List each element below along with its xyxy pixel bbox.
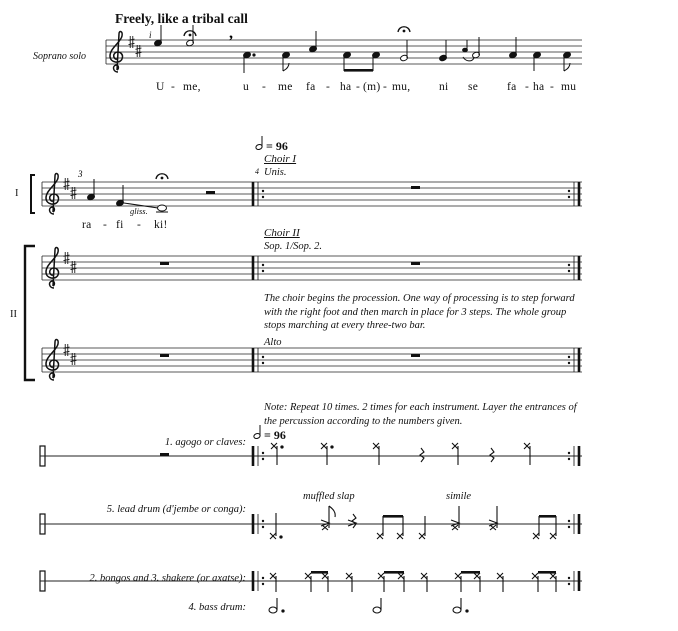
tempo-marking: Freely, like a tribal call <box>115 11 248 26</box>
svg-text:,: , <box>229 25 233 42</box>
percussion-metronome: = 96 <box>264 428 286 442</box>
percussion-clefs <box>40 446 45 591</box>
measure-number: 4 <box>255 167 259 176</box>
metronome-marking: = 96 <box>266 139 288 153</box>
choir2-sop-staff <box>42 256 582 280</box>
lyric-syllable: me <box>278 81 293 93</box>
lyric-syllable: - <box>356 81 361 93</box>
gliss-label: gliss. <box>130 206 148 216</box>
choir2-roman-label: II <box>10 309 17 320</box>
lyric-syllable: - <box>326 81 331 93</box>
lyric-syllable: - <box>262 81 267 93</box>
choir1-roman-label: I <box>15 188 19 199</box>
choir2-sop-label: Sop. 1/Sop. 2. <box>264 241 323 252</box>
simile-label: simile <box>446 491 472 502</box>
bass-drum-label: 4. bass drum: <box>188 602 246 613</box>
lyric-syllable: - <box>383 81 388 93</box>
lyric-syllable: (m) <box>363 81 381 93</box>
muffled-slap-label: muffled slap <box>303 491 355 502</box>
bongos-rhythm <box>270 571 556 592</box>
lyric-syllable: fi <box>116 219 124 231</box>
lyric-syllable: mu, <box>392 81 411 93</box>
svg-text:i: i <box>149 30 152 40</box>
lyric-syllable: ha <box>533 81 545 93</box>
choir1-title: Choir I <box>264 153 297 165</box>
lyric-syllable: mu <box>561 81 577 93</box>
soprano-notes <box>154 25 572 73</box>
procession-note: The choir begins the procession. One way of processing is to step forward with the right foot and then march in place for 3 steps. The whole group stops marching at every three-two bar. <box>264 293 575 332</box>
choir2-alto-label: Alto <box>264 337 282 348</box>
bass-drum-rhythm <box>269 598 468 613</box>
agogo-label: 1. agogo or claves: <box>164 437 246 448</box>
lyric-syllable: fa <box>306 81 316 93</box>
lyric-syllable: - <box>550 81 555 93</box>
lead-drum-rhythm <box>270 506 556 539</box>
choir1-unis: Unis. <box>264 167 287 178</box>
lyric-syllable: - <box>525 81 530 93</box>
lyric-syllable: - <box>137 219 142 231</box>
lyric-syllable: ni <box>439 81 449 93</box>
choir2-alto-staff <box>42 348 582 372</box>
repeat-note: Note: Repeat 10 times. 2 times for each instrument. Layer the entrances of the percussion according to the numbers given. <box>264 402 577 427</box>
agogo-rhythm <box>271 443 530 465</box>
lyric-syllable: ra <box>82 219 92 231</box>
lyric-syllable: - <box>103 219 108 231</box>
lyric-syllable: U <box>156 81 165 93</box>
lyric-syllable: ha <box>340 81 352 93</box>
lyric-syllable: se <box>468 81 479 93</box>
bongos-label: 2. bongos and 3. shakere (or axatse): <box>89 573 246 584</box>
lead-drum-label: 5. lead drum (d'jembe or conga): <box>106 504 246 515</box>
lyric-syllable: - <box>171 81 176 93</box>
choir2-title: Choir II <box>264 227 300 239</box>
lyric-syllable: fa <box>507 81 517 93</box>
lyric-syllable: u <box>243 81 250 93</box>
lyric-syllable: me, <box>183 81 201 93</box>
lyric-syllable: ki! <box>154 219 168 231</box>
svg-text:3: 3 <box>78 169 83 179</box>
soprano-solo-label: Soprano solo <box>33 51 87 62</box>
